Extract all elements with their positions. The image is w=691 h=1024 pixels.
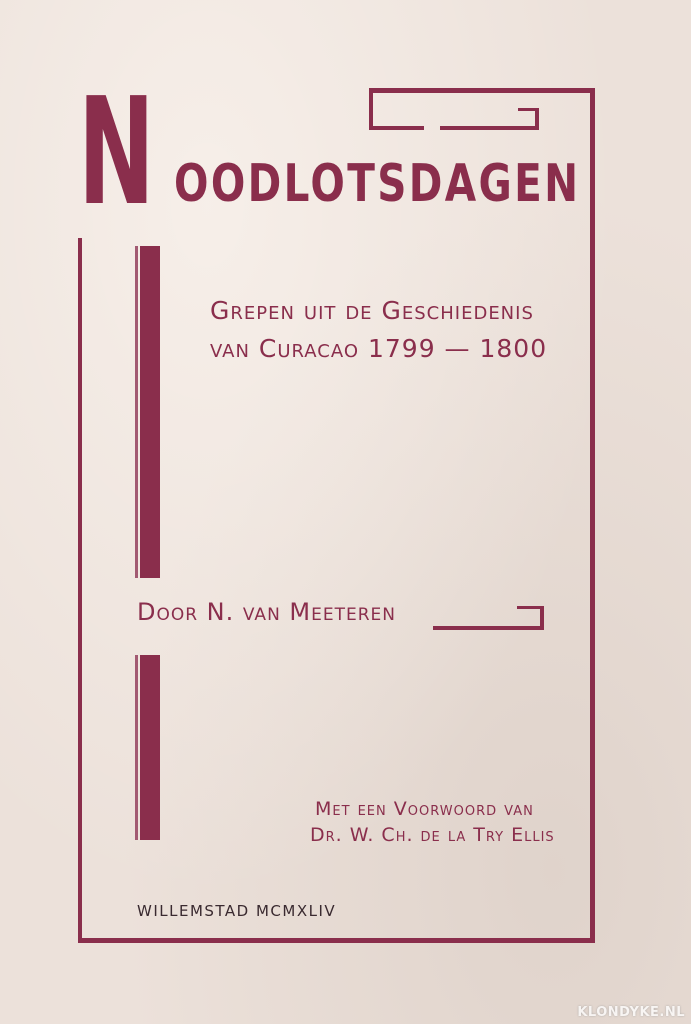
left-bar-upper [140, 246, 160, 578]
book-title [78, 66, 691, 238]
title-initial: N [78, 66, 155, 238]
left-bar-upper-thin [135, 246, 138, 578]
foreword-line-2: Dr. W. Ch. de la Try Ellis [310, 824, 555, 846]
ornament-mid-horizontal [433, 626, 543, 630]
subtitle-line-1: Grepen uit de Geschiedenis [210, 296, 534, 325]
left-bar-lower [140, 655, 160, 840]
ornament-mid-hook-top [517, 606, 544, 609]
ornament-mid-hook [540, 606, 544, 630]
subtitle-line-2: van Curacao 1799 — 1800 [210, 334, 548, 363]
frame-bottom-rule [78, 938, 595, 943]
foreword-line-1: Met een Voorwoord van [315, 798, 534, 820]
left-bar-lower-thin [135, 655, 138, 840]
author-line: Door N. van Meeteren [137, 598, 396, 626]
frame-right-rule [590, 88, 595, 943]
watermark: KLONDYKE.NL [577, 1005, 685, 1020]
title-rest: OODLOTSDAGEN [173, 154, 581, 214]
frame-left-rule [78, 238, 82, 943]
imprint: WILLEMSTAD MCMXLIV [137, 902, 337, 920]
